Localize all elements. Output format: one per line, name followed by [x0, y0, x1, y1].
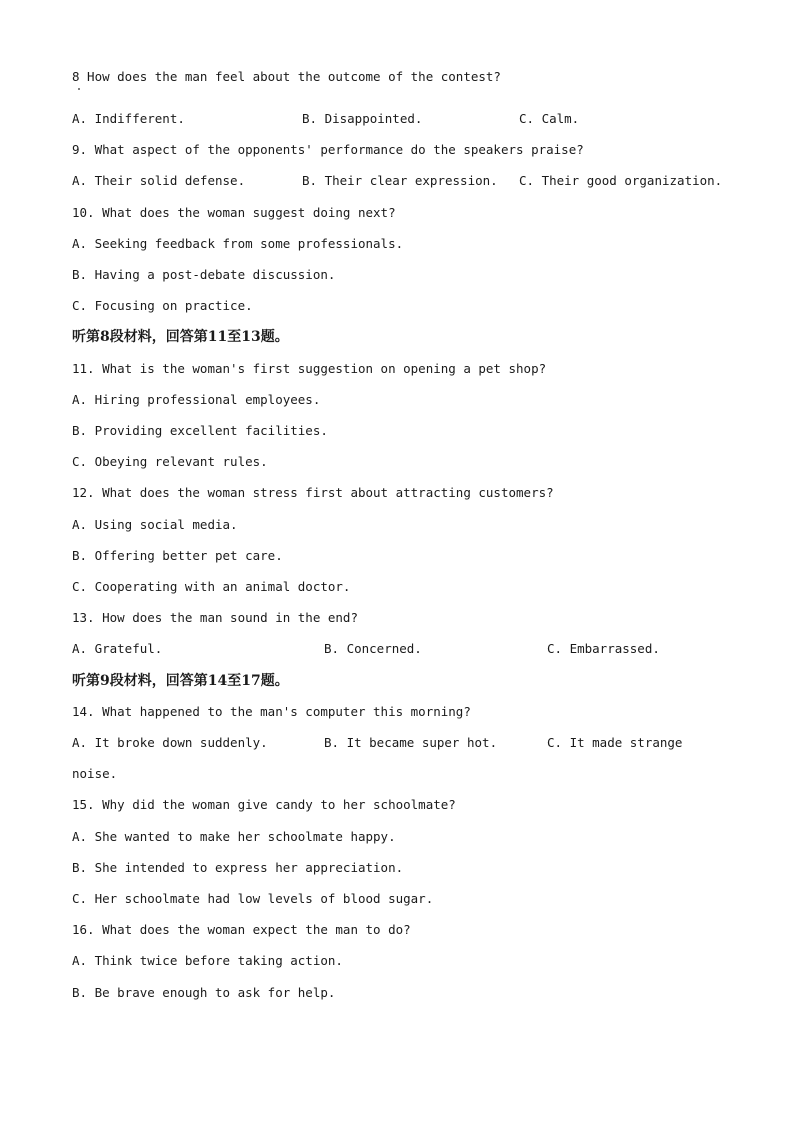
question-10-option-a: A. Seeking feedback from some professionals.	[72, 236, 404, 251]
question-12-option-c: C. Cooperating with an animal doctor.	[72, 579, 351, 594]
question-13-option-c: C. Embarrassed.	[547, 641, 660, 656]
question-12-option-b: B. Offering better pet care.	[72, 548, 283, 563]
stray-mark	[78, 88, 80, 90]
section-heading-9: 听第9段材料，回答第14至17题。	[72, 673, 289, 689]
question-10-option-b: B. Having a post-debate discussion.	[72, 267, 336, 282]
question-15-stem: 15. Why did the woman give candy to her schoolmate?	[72, 797, 456, 812]
section-heading-8: 听第8段材料，回答第11至13题。	[72, 329, 289, 345]
question-11-option-c: C. Obeying relevant rules.	[72, 454, 268, 469]
question-8-option-c: C. Calm.	[519, 111, 580, 126]
question-12-stem: 12. What does the woman stress first about attracting customers?	[72, 485, 554, 500]
question-15-option-a: A. She wanted to make her schoolmate happy.	[72, 829, 396, 844]
question-14-stem: 14. What happened to the man's computer this morning?	[72, 704, 471, 719]
question-8-option-b: B. Disappointed.	[302, 111, 423, 126]
question-15-option-b: B. She intended to express her appreciation.	[72, 860, 404, 875]
question-16-stem: 16. What does the woman expect the man to do?	[72, 922, 411, 937]
question-9-option-b: B. Their clear expression.	[302, 173, 498, 188]
question-10-stem: 10. What does the woman suggest doing next?	[72, 205, 396, 220]
question-13-option-a: A. Grateful.	[72, 641, 163, 656]
question-12-option-a: A. Using social media.	[72, 517, 238, 532]
question-16-option-a: A. Think twice before taking action.	[72, 953, 343, 968]
question-13-stem: 13. How does the man sound in the end?	[72, 610, 358, 625]
question-14-option-c-continued: noise.	[72, 766, 118, 781]
question-10-option-c: C. Focusing on practice.	[72, 298, 253, 313]
question-8-stem: 8 How does the man feel about the outcome of the contest?	[72, 69, 501, 84]
question-14-option-b: B. It became super hot.	[324, 735, 498, 750]
question-8-option-a: A. Indifferent.	[72, 111, 185, 126]
question-11-option-b: B. Providing excellent facilities.	[72, 423, 328, 438]
question-16-option-b: B. Be brave enough to ask for help.	[72, 985, 336, 1000]
question-14-option-a: A. It broke down suddenly.	[72, 735, 268, 750]
question-11-stem: 11. What is the woman's first suggestion on opening a pet shop?	[72, 361, 547, 376]
question-9-option-c: C. Their good organization.	[519, 173, 723, 188]
question-9-option-a: A. Their solid defense.	[72, 173, 246, 188]
question-14-option-c: C. It made strange	[547, 735, 683, 750]
question-13-option-b: B. Concerned.	[324, 641, 422, 656]
question-15-option-c: C. Her schoolmate had low levels of blood sugar.	[72, 891, 434, 906]
question-9-stem: 9. What aspect of the opponents' performance do the speakers praise?	[72, 142, 584, 157]
question-11-option-a: A. Hiring professional employees.	[72, 392, 321, 407]
